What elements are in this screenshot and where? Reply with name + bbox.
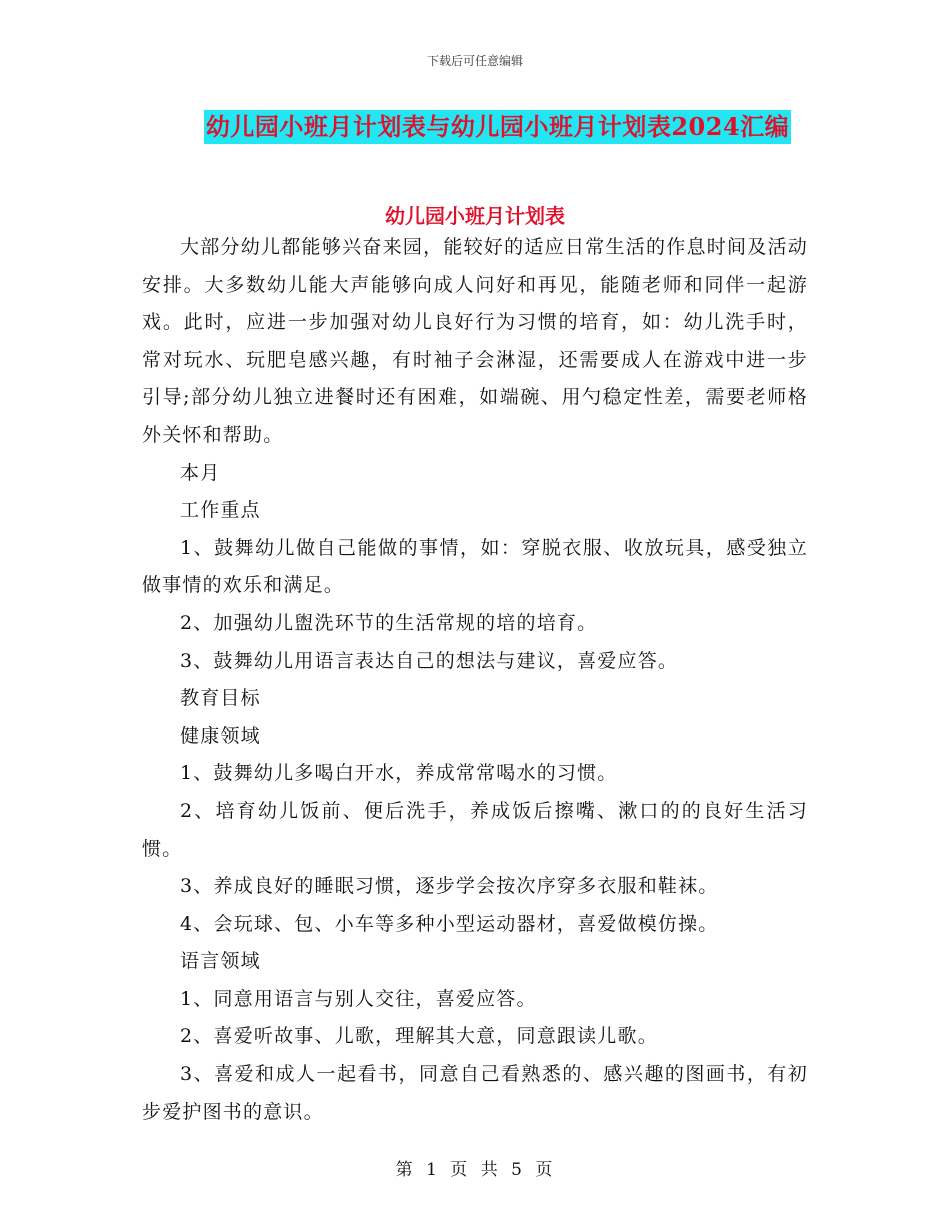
heading-work-focus: 工作重点	[180, 499, 261, 522]
footer-total-word: 共	[480, 1160, 500, 1180]
document-title: 幼儿园小班月计划表与幼儿园小班月计划表2024汇编	[204, 110, 791, 144]
footer-page-number: 1	[426, 1160, 439, 1180]
header-note: 下载后可任意编辑	[426, 54, 523, 68]
heading-health-domain: 健康领域	[180, 724, 261, 747]
intro-paragraph: 大部分幼儿都能够兴奋来园，能较好的适应日常生活的作息时间及活动安排。大多数幼儿能大声能够向成人问好和再见，能随老师和同伴一起游戏。此时，应进一步加强对幼儿良好行为习惯的培育，如：幼儿洗手时，常对玩水、玩肥皂感兴趣，有时袖子会淋湿，还需要成人在游戏中进一步引导;部分幼儿独立进餐时还有困难，如端碗、用勺稳定性差，需要老师格外关怀和帮助。	[142, 236, 808, 446]
health-item: 1、鼓舞幼儿多喝白开水，养成常常喝水的习惯。	[180, 762, 618, 785]
work-focus-item: 2、加强幼儿盥洗环节的生活常规的培的培育。	[180, 611, 598, 634]
work-focus-item: 3、鼓舞幼儿用语言表达自己的想法与建议，喜爱应答。	[180, 649, 679, 672]
footer-page-word: 页	[450, 1160, 470, 1180]
section-title: 幼儿园小班月计划表	[385, 204, 565, 228]
document-body	[142, 229, 808, 1131]
language-item: 2、喜爱听故事、儿歌，理解其大意，同意跟读儿歌。	[180, 1025, 658, 1048]
language-item: 1、同意用语言与别人交往，喜爱应答。	[180, 987, 537, 1010]
heading-language-domain: 语言领域	[180, 950, 261, 973]
footer-suffix: 页	[535, 1160, 555, 1180]
document-title-wrapper	[0, 110, 950, 144]
heading-this-month: 本月	[180, 461, 221, 484]
page-footer	[0, 1155, 950, 1180]
footer-total-pages: 5	[511, 1160, 524, 1180]
health-item: 3、养成良好的睡眠习惯，逐步学会按次序穿多衣服和鞋袜。	[180, 875, 719, 898]
footer-prefix: 第	[395, 1160, 415, 1180]
health-item: 4、会玩球、包、小车等多种小型运动器材，喜爱做模仿操。	[180, 912, 719, 935]
heading-education-goals: 教育目标	[180, 687, 261, 710]
health-item: 2、培育幼儿饭前、便后洗手，养成饭后擦嘴、漱口的的良好生活习惯。	[142, 799, 808, 860]
work-focus-item: 1、鼓舞幼儿做自己能做的事情，如：穿脱衣服、收放玩具，感受独立做事情的欢乐和满足。	[142, 536, 808, 597]
language-item: 3、喜爱和成人一起看书，同意自己看熟悉的、感兴趣的图画书，有初步爱护图书的意识。	[142, 1063, 808, 1123]
